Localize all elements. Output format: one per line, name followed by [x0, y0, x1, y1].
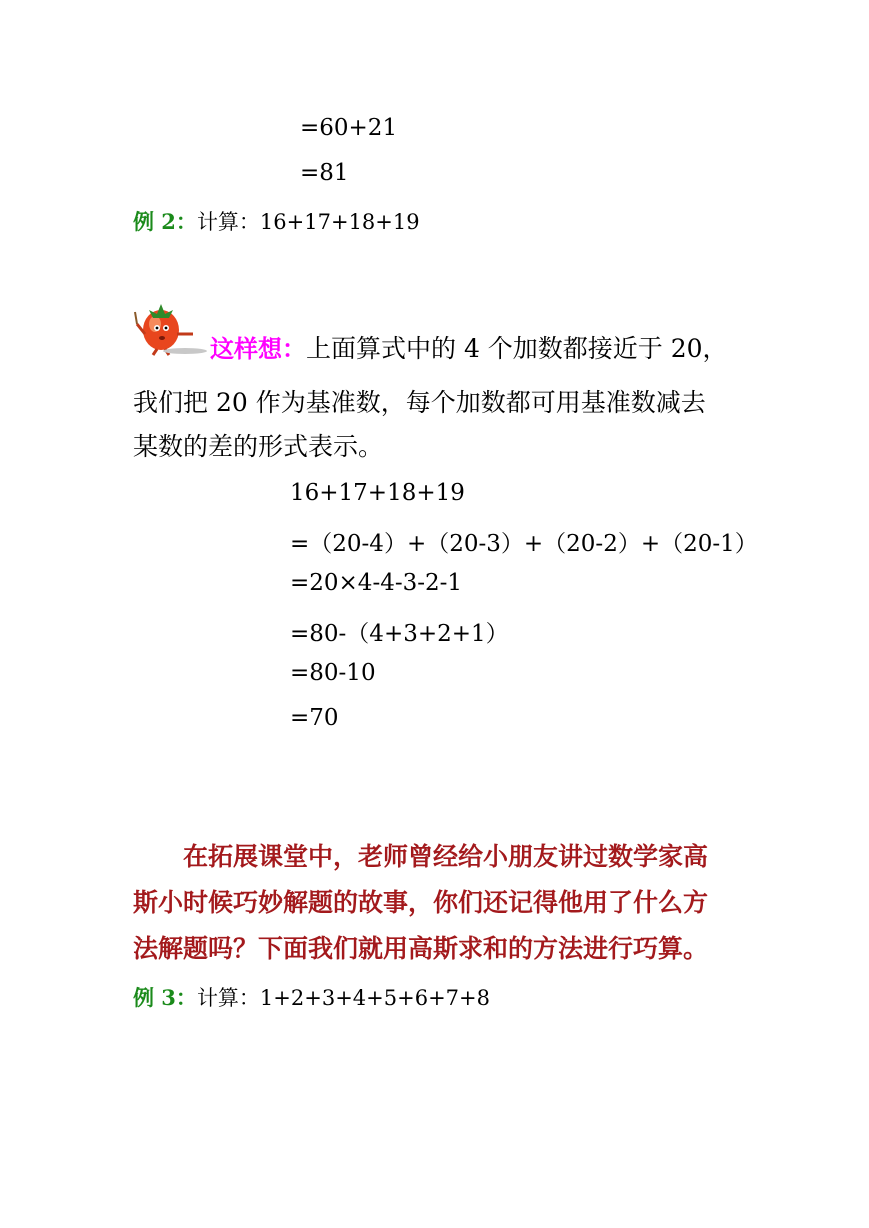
story-line-1: 在拓展课堂中，老师曾经给小朋友讲过数学家高 — [183, 842, 709, 871]
think-line-3: 某数的差的形式表示。 — [133, 432, 384, 461]
think-text-1: 上面算式中的 4 个加数都接近于 20， — [306, 334, 728, 363]
tomato-mascot-icon — [133, 294, 211, 356]
step-line-6: =70 — [290, 705, 339, 731]
calc-line-1: =60+21 — [300, 115, 398, 141]
think-line-1 — [210, 326, 728, 372]
step-line-2: =（20-4）+（20-3）+（20-2）+（20-1） — [290, 531, 758, 557]
example-3-text: 计算：1+2+3+4+5+6+7+8 — [196, 986, 490, 1010]
think-label: 这样想： — [210, 335, 306, 363]
example-2-label: 例 2： — [133, 209, 197, 234]
step-line-5: =80-10 — [290, 660, 376, 686]
example-3 — [133, 982, 490, 1012]
calc-line-2: =81 — [300, 160, 349, 186]
example-2-text: 计算：16+17+18+19 — [196, 210, 420, 234]
example-3-label: 例 3： — [133, 985, 197, 1010]
step-line-1: 16+17+18+19 — [290, 480, 465, 506]
think-line-2: 我们把 20 作为基准数，每个加数都可用基准数减去 — [133, 388, 706, 417]
example-2 — [133, 206, 420, 236]
step-line-3: =20×4-4-3-2-1 — [290, 570, 463, 596]
story-line-3: 法解题吗？下面我们就用高斯求和的方法进行巧算。 — [133, 934, 709, 963]
step-line-4: =80-（4+3+2+1） — [290, 621, 509, 647]
story-line-2: 斯小时候巧妙解题的故事，你们还记得他用了什么方 — [133, 888, 709, 917]
